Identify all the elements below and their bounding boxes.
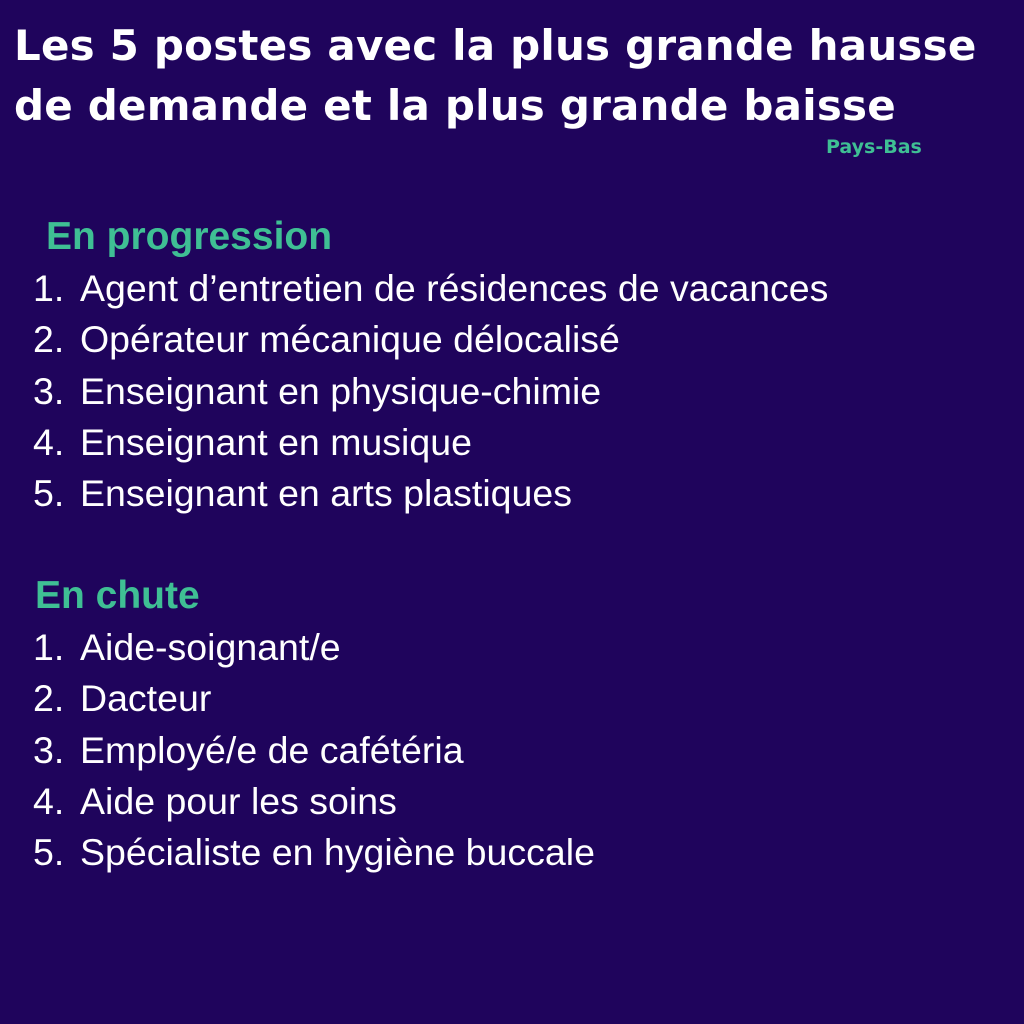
list-item-number: 5. [33,472,65,515]
list-item [0,622,1024,673]
list-item-label: Agent d’entretien de résidences de vacances [80,267,829,309]
list-item-label: Opérateur mécanique délocalisé [80,318,620,361]
falling-jobs-section [0,570,1024,878]
list-item-label: Enseignant en musique [80,420,472,463]
list-item [0,366,1024,417]
list-item [0,314,1024,365]
list-item [0,725,1024,776]
page-title-line-1: Les 5 postes avec la plus grande hausse [14,21,977,70]
list-item-label: Enseignant en physique-chimie [80,369,602,412]
list-item-number: 3. [33,728,65,771]
list-item-label: Aide-soignant/e [80,626,341,668]
country-label: Pays-Bas [826,136,922,158]
list-item-label: Aide pour les soins [80,779,397,822]
list-item-number: 4. [33,779,65,822]
list-item-number: 2. [33,677,65,720]
list-item-label: Enseignant en arts plastiques [80,472,572,515]
list-item-number: 2. [33,318,65,361]
rising-jobs-list [0,263,1024,519]
list-item-label: Employé/e de cafétéria [80,728,464,771]
list-item-number: 4. [33,420,65,463]
list-item-label: Spécialiste en hygiène buccale [80,831,595,874]
page-title-line-2: de demande et la plus grande baisse [14,81,896,130]
rising-jobs-heading: En progression [46,215,333,258]
list-item-number: 1. [33,626,65,668]
falling-jobs-heading: En chute [35,574,200,617]
list-item [0,827,1024,878]
list-item [0,776,1024,827]
list-item-number: 3. [33,369,65,412]
page-title [14,16,1019,136]
rising-jobs-section [0,211,1024,519]
list-item-label: Dacteur [80,677,212,720]
list-item [0,417,1024,468]
list-item-number: 1. [33,267,65,309]
falling-jobs-list [0,622,1024,878]
list-item [0,673,1024,724]
list-item-number: 5. [33,831,65,874]
list-item [0,468,1024,519]
list-item [0,263,1024,314]
